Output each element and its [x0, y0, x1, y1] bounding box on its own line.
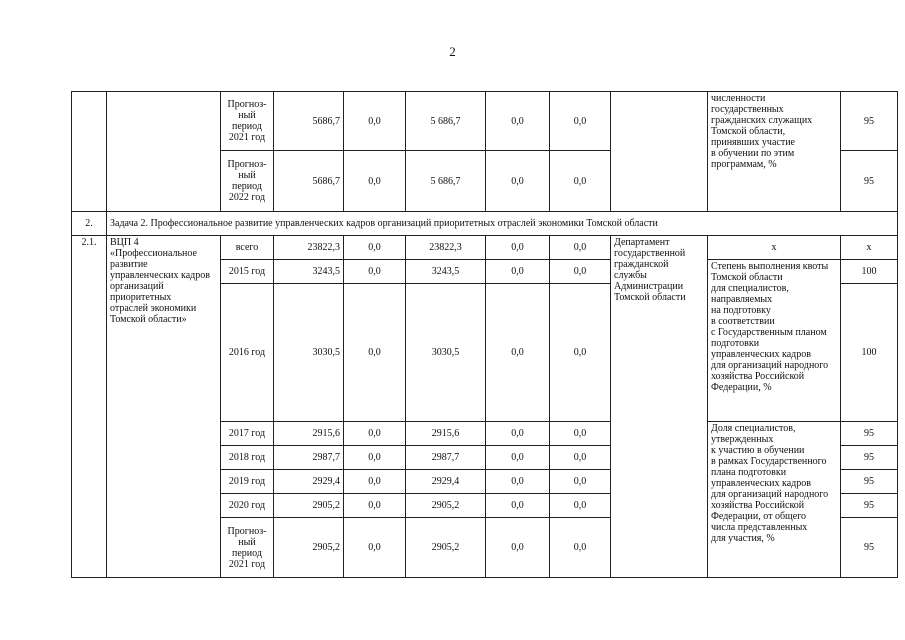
total-cell: 2905,2: [274, 518, 344, 578]
task-row: [72, 212, 898, 236]
target-cell: 95: [841, 494, 898, 518]
number-cell: 2.1.: [72, 236, 107, 578]
period-cell: Прогноз- ный период 2021 год: [221, 518, 274, 578]
period-cell: 2016 год: [221, 284, 274, 422]
amount-cell: 0,0: [486, 151, 550, 212]
target-cell: 100: [841, 284, 898, 422]
amount-cell: 0,0: [550, 494, 611, 518]
task-title: Задача 2. Профессиональное развитие управленческих кадров организаций приоритетных отраслей экономики Томской области: [107, 212, 898, 236]
page-number: 2: [449, 44, 456, 59]
program-name-cell: ВЦП 4 «Профессиональное развитие управленческих кадров организаций приоритетных отраслей экономики Томской области»: [107, 236, 221, 578]
amount-cell: 0,0: [486, 284, 550, 422]
total-cell: 5686,7: [274, 92, 344, 151]
amount-cell: 3030,5: [406, 284, 486, 422]
amount-cell: 0,0: [486, 236, 550, 260]
target-cell: 95: [841, 470, 898, 494]
amount-cell: 2929,4: [406, 470, 486, 494]
period-cell: 2018 год: [221, 446, 274, 470]
amount-cell: 0,0: [344, 494, 406, 518]
amount-cell: 2905,2: [406, 494, 486, 518]
target-cell: 95: [841, 446, 898, 470]
amount-cell: 5 686,7: [406, 92, 486, 151]
amount-cell: 0,0: [550, 470, 611, 494]
amount-cell: 0,0: [550, 446, 611, 470]
amount-cell: 0,0: [486, 260, 550, 284]
amount-cell: 23822,3: [406, 236, 486, 260]
amount-cell: 0,0: [344, 470, 406, 494]
indicator-cell: Доля специалистов, утвержденных к участию в обучении в рамках Государственного плана подготовки управленческих кадров для организаций народного хозяйства Российской Федерации, от общего числа представленных для участия, %: [708, 422, 841, 578]
amount-cell: 0,0: [344, 422, 406, 446]
amount-cell: 0,0: [344, 92, 406, 151]
amount-cell: 0,0: [486, 518, 550, 578]
amount-cell: 0,0: [486, 494, 550, 518]
executor-cell: Департамент государственной гражданской службы Администрации Томской области: [611, 236, 708, 578]
period-cell: всего: [221, 236, 274, 260]
target-cell: 100: [841, 260, 898, 284]
amount-cell: 0,0: [550, 151, 611, 212]
number-cell: [72, 92, 107, 212]
target-cell: 95: [841, 92, 898, 151]
amount-cell: 0,0: [486, 470, 550, 494]
period-cell: 2015 год: [221, 260, 274, 284]
amount-cell: 0,0: [550, 260, 611, 284]
amount-cell: 0,0: [550, 284, 611, 422]
amount-cell: 0,0: [344, 260, 406, 284]
period-cell: 2017 год: [221, 422, 274, 446]
amount-cell: 0,0: [486, 92, 550, 151]
amount-cell: 0,0: [550, 518, 611, 578]
task-number: 2.: [72, 212, 107, 236]
indicator-cell: х: [708, 236, 841, 260]
total-cell: 23822,3: [274, 236, 344, 260]
target-cell: 95: [841, 422, 898, 446]
total-cell: 2987,7: [274, 446, 344, 470]
total-cell: 2915,6: [274, 422, 344, 446]
target-cell: 95: [841, 151, 898, 212]
amount-cell: 3243,5: [406, 260, 486, 284]
total-cell: 2929,4: [274, 470, 344, 494]
target-cell: х: [841, 236, 898, 260]
amount-cell: 0,0: [344, 446, 406, 470]
amount-cell: 0,0: [550, 92, 611, 151]
table-row: [72, 92, 898, 151]
program-table: [71, 91, 898, 578]
total-cell: 3030,5: [274, 284, 344, 422]
total-cell: 5686,7: [274, 151, 344, 212]
amount-cell: 0,0: [550, 236, 611, 260]
total-cell: 3243,5: [274, 260, 344, 284]
period-cell: Прогноз- ный период 2021 год: [221, 92, 274, 151]
name-cell: [107, 92, 221, 212]
amount-cell: 2987,7: [406, 446, 486, 470]
amount-cell: 5 686,7: [406, 151, 486, 212]
period-cell: 2019 год: [221, 470, 274, 494]
amount-cell: 0,0: [344, 518, 406, 578]
amount-cell: 0,0: [486, 422, 550, 446]
target-cell: 95: [841, 518, 898, 578]
amount-cell: 2915,6: [406, 422, 486, 446]
amount-cell: 0,0: [550, 422, 611, 446]
table-row: [72, 236, 898, 260]
amount-cell: 0,0: [344, 151, 406, 212]
indicator-cell: численности государственных гражданских служащих Томской области, принявших участие в обучении по этим программам, %: [708, 92, 841, 212]
amount-cell: 2905,2: [406, 518, 486, 578]
amount-cell: 0,0: [486, 446, 550, 470]
period-cell: 2020 год: [221, 494, 274, 518]
executor-cell: [611, 92, 708, 212]
period-cell: Прогноз- ный период 2022 год: [221, 151, 274, 212]
amount-cell: 0,0: [344, 236, 406, 260]
indicator-cell: Степень выполнения квоты Томской области для специалистов, направляемых на подготовку в соответствии с Государственным планом подготовки управленческих кадров для организаций народного хозяйства Российской Федерации, %: [708, 260, 841, 422]
amount-cell: 0,0: [344, 284, 406, 422]
total-cell: 2905,2: [274, 494, 344, 518]
